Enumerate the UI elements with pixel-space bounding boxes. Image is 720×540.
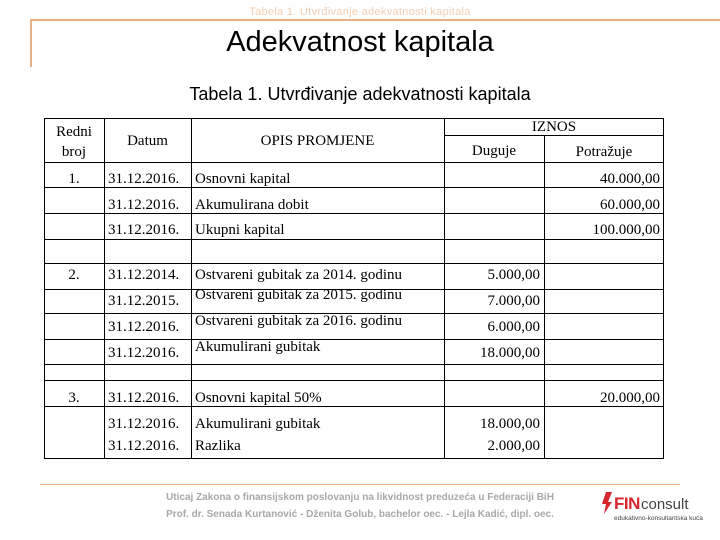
row-duguje: 6.000,00 [487, 319, 540, 335]
row-description: Ostvareni gubitak za 2016. godinu [195, 313, 403, 329]
row-potrazuje: 60.000,00 [600, 197, 660, 213]
page-title: Adekvatnost kapitala [226, 26, 494, 58]
logo-fin-text: FIN [614, 494, 640, 513]
row-date: 31.12.2014. [108, 267, 180, 283]
row-potrazuje: 40.000,00 [600, 171, 660, 187]
row-potrazuje: 20.000,00 [600, 390, 660, 406]
finconsult-logo [600, 490, 712, 530]
row-number: 2. [68, 267, 80, 283]
table-caption: Tabela 1. Utvrđivanje adekvatnosti kapitala [189, 84, 531, 104]
header-opis: OPIS PROMJENE [260, 133, 375, 149]
row-description: Ukupni kapital [195, 222, 285, 238]
faint-header-text: Tabela 1. Utvrđivanje adekvatnosti kapitala [249, 6, 471, 18]
header-duguje: Duguje [471, 143, 517, 159]
header-redni: Redni [56, 124, 92, 140]
row-description: Ostvareni gubitak za 2015. godinu [195, 287, 403, 303]
row-duguje: 18.000,00 [480, 345, 540, 361]
logo-consult-text: consult [641, 496, 689, 513]
row-duguje: 5.000,00 [487, 267, 540, 283]
header-iznos: IZNOS [531, 119, 577, 135]
row-date: 31.12.2016. [108, 171, 180, 187]
header-broj: broj [61, 144, 87, 160]
row-description: Osnovni kapital [195, 171, 291, 187]
row-date: 31.12.2016. [108, 319, 180, 335]
footer-line-1: Uticaj Zakona o finansijskom poslovanju na likvidnost preduzeća u Federaciji BiH [166, 492, 554, 503]
row-date: 31.12.2016. [108, 416, 180, 432]
logo-tagline: edukativno-konsultantska kuća [614, 515, 703, 522]
row-potrazuje: 100.000,00 [592, 222, 660, 238]
row-date: 31.12.2016. [108, 390, 180, 406]
header-datum: Datum [127, 133, 168, 149]
title-frame-top-line [30, 19, 720, 21]
footer-text [100, 489, 620, 523]
row-duguje: 7.000,00 [487, 293, 540, 309]
row-number: 1. [68, 171, 80, 187]
footer-divider [40, 484, 680, 485]
logo-mark-icon [600, 490, 614, 516]
row-duguje: 2.000,00 [487, 438, 540, 454]
row-date: 31.12.2015. [108, 293, 180, 309]
header-potrazuje: Potražuje [575, 144, 633, 160]
row-date: 31.12.2016. [108, 438, 180, 454]
row-description: Akumulirana dobit [195, 197, 309, 213]
row-date: 31.12.2016. [108, 197, 180, 213]
capital-adequacy-table [44, 118, 664, 458]
row-duguje: 18.000,00 [480, 416, 540, 432]
row-date: 31.12.2016. [108, 345, 180, 361]
row-date: 31.12.2016. [108, 222, 180, 238]
row-description: Razlika [195, 438, 241, 454]
row-description: Ostvareni gubitak za 2014. godinu [195, 267, 403, 283]
row-description: Osnovni kapital 50% [195, 390, 322, 406]
row-description: Akumulirani gubitak [195, 416, 321, 432]
row-number: 3. [68, 390, 80, 406]
row-description: Akumulirani gubitak [195, 339, 321, 355]
footer-line-2: Prof. dr. Senada Kurtanović - Dženita Golub, bachelor oec. - Lejla Kadić, dipl. oec. [166, 509, 554, 520]
